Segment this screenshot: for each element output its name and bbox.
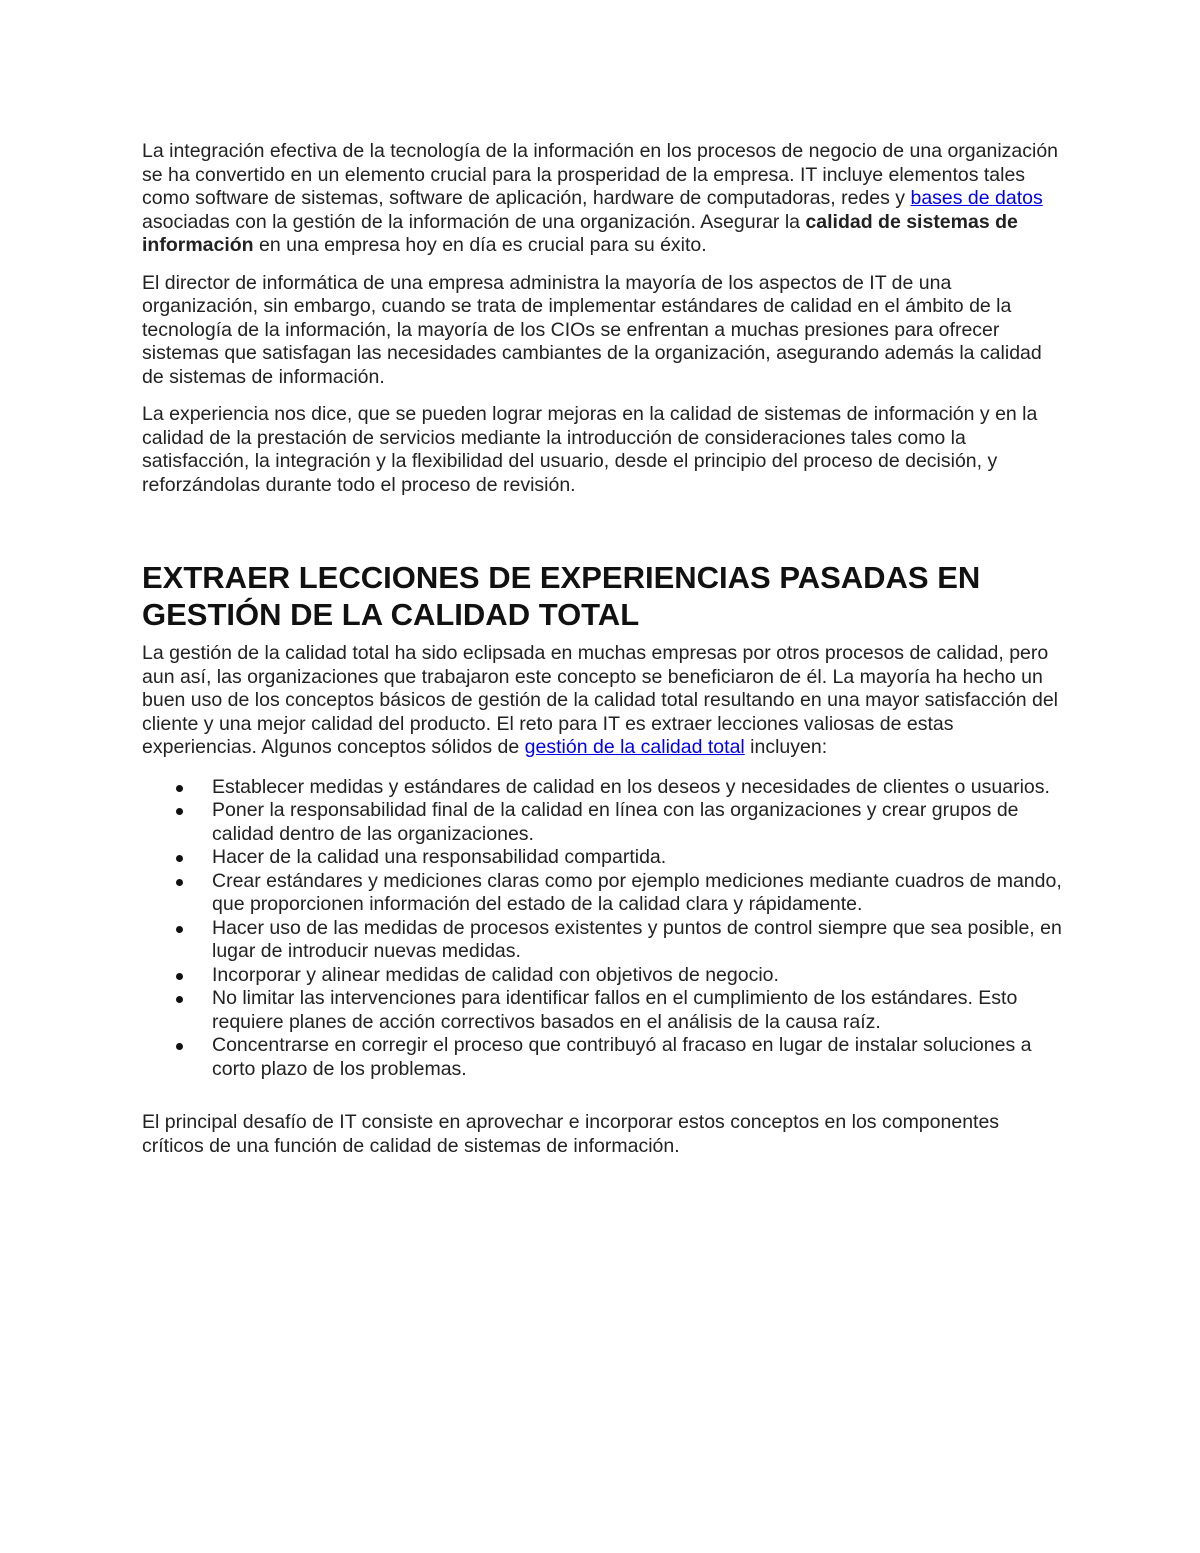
list-item-text: Hacer uso de las medidas de procesos existentes y puntos de control siempre que sea posible, en lugar de introducir nuevas medidas. [212, 916, 1062, 962]
section-p1-text-a: La gestión de la calidad total ha sido eclipsada en muchas empresas por otros procesos de calidad, pero aun así, las organizaciones que trabajaron este concepto se beneficiaron de él. La mayoría ha hecho un buen uso de los conceptos básicos de gestión de la calidad total resultando en una mayor satisfacción del cliente y una mejor calidad del producto. El reto para IT es extraer lecciones valiosas de estas experiencias. Algunos conceptos sólidos de [142, 642, 1059, 758]
intro-p1-text-c: en una empresa hoy en día es crucial para su éxito. [253, 234, 707, 256]
list-item-text: Establecer medidas y estándares de calidad en los deseos y necesidades de clientes o usuarios. [212, 775, 1050, 798]
list-item-text: Concentrarse en corregir el proceso que contribuyó al fracaso en lugar de instalar soluciones a corto plazo de los problemas. [212, 1034, 1032, 1080]
list-item [212, 964, 1064, 988]
bullet-icon [176, 996, 183, 1003]
list-item-text: Incorporar y alinear medidas de calidad con objetivos de negocio. [212, 963, 779, 986]
bullet-icon [176, 973, 183, 980]
document-page [142, 140, 1064, 1172]
section-heading: EXTRAER LECCIONES DE EXPERIENCIAS PASADAS EN GESTIÓN DE LA CALIDAD TOTAL [142, 560, 981, 632]
bullet-icon [176, 855, 183, 862]
list-item-text: Poner la responsabilidad final de la calidad en línea con las organizaciones y crear grupos de calidad dentro de las organizaciones. [212, 799, 1019, 845]
bullet-icon [176, 808, 183, 815]
list-item-text: No limitar las intervenciones para identificar fallos en el cumplimiento de los estándares. Esto requiere planes de acción correctivos basados en el análisis de la causa raíz. [212, 987, 1018, 1033]
closing-paragraph: El principal desafío de IT consiste en aprovechar e incorporar estos conceptos en los componentes críticos de una función de calidad de sistemas de información. [142, 1111, 1000, 1157]
intro-p1-bold-text: calidad de sistemas de información [142, 210, 1018, 256]
bullet-icon [176, 879, 183, 886]
list-item [212, 846, 1064, 870]
intro-paragraph-3: La experiencia nos dice, que se pueden lograr mejoras en la calidad de sistemas de información y en la calidad de la prestación de servicios mediante la introducción de consideraciones tales como la satisfacción, la integración y la flexibilidad del usuario, desde el principio del proceso de decisión, y reforzándolas durante todo el proceso de revisión. [142, 403, 1038, 496]
gestion-calidad-total-link[interactable]: gestión de la calidad total [524, 736, 745, 758]
list-item [212, 987, 1064, 1034]
bullet-icon [176, 785, 183, 792]
list-item [212, 799, 1064, 846]
intro-paragraph-1 [142, 140, 1064, 258]
intro-p1-text-a: La integración efectiva de la tecnología de la información en los procesos de negocio de una organización se ha convertido en un elemento crucial para la prosperidad de la empresa. IT incluye elementos tales como software de sistemas, software de aplicación, hardware de computadoras, redes y [142, 140, 1059, 209]
list-item [212, 917, 1064, 964]
list-item [212, 1034, 1064, 1081]
intro-paragraph-2: El director de informática de una empresa administra la mayoría de los aspectos de IT de una organización, sin embargo, cuando se trata de implementar estándares de calidad en el ámbito de la tecnología de la información, la mayoría de los CIOs se enfrentan a muchas presiones para ofrecer sistemas que satisfagan las necesidades cambiantes de la organización, asegurando además la calidad de sistemas de información. [142, 271, 1042, 388]
list-item-text: Crear estándares y mediciones claras como por ejemplo mediciones mediante cuadros de mando, que proporcionen información del estado de la calidad clara y rápidamente. [212, 869, 1062, 915]
bullet-icon [176, 926, 183, 933]
list-item [212, 870, 1064, 917]
bullet-icon [176, 1043, 183, 1050]
bases-de-datos-link[interactable]: bases de datos [910, 187, 1043, 209]
intro-p1-text-b: asociadas con la gestión de la información de una organización. Asegurar la [142, 210, 806, 233]
list-item [212, 776, 1064, 800]
concepts-list [142, 776, 1064, 1082]
section-p1-text-b: incluyen: [744, 736, 828, 758]
section-paragraph-1 [142, 642, 1064, 760]
list-item-text: Hacer de la calidad una responsabilidad compartida. [212, 846, 667, 868]
